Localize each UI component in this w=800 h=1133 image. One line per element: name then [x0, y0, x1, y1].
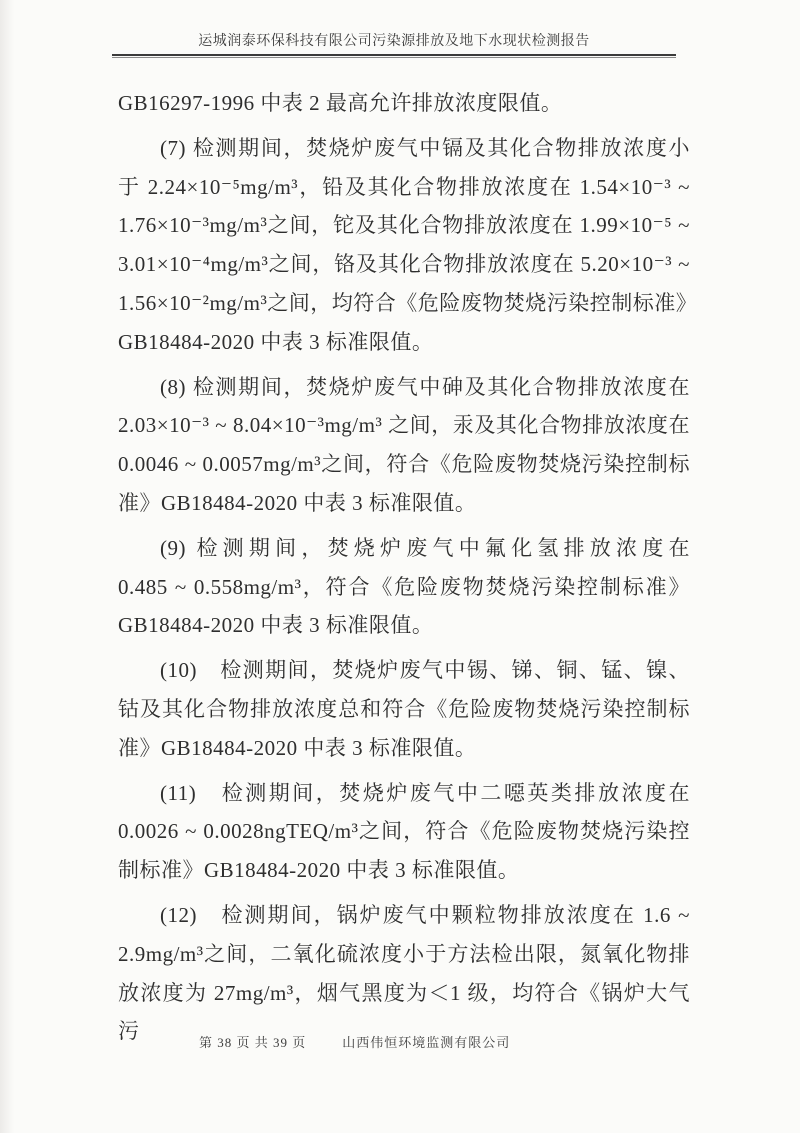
text-line: 制标准》GB18484-2020 中表 3 标准限值。	[118, 858, 520, 883]
text-line: 0.0046 ~ 0.0057mg/m³之间，符合《危险废物焚烧污染控制标	[118, 452, 690, 477]
report-title: 运城润泰环保科技有限公司污染源排放及地下水现状检测报告	[198, 34, 590, 49]
text-line: 于 2.24×10⁻⁵mg/m³，铅及其化合物排放浓度在 1.54×10⁻³ ~	[118, 174, 690, 199]
text-line: 准》GB18484-2020 中表 3 标准限值。	[118, 490, 477, 515]
text-line: GB16297-1996 中表 2 最高允许排放浓度限值。	[118, 91, 563, 115]
text-line: (9) 检测期间，焚烧炉废气中氟化氢排放浓度在	[160, 535, 690, 560]
header-rule	[112, 54, 676, 58]
text-line: 2.9mg/m³之间，二氧化硫浓度小于方法检出限，氮氧化物排	[118, 941, 690, 966]
text-line: 3.01×10⁻⁴mg/m³之间，铬及其化合物排放浓度在 5.20×10⁻³ ~	[118, 252, 690, 277]
text-line: (7) 检测期间，焚烧炉废气中镉及其化合物排放浓度小	[160, 135, 690, 160]
page-header	[112, 30, 676, 58]
text-line: GB18484-2020 中表 3 标准限值。	[118, 329, 434, 354]
text-line: 准》GB18484-2020 中表 3 标准限值。	[118, 735, 477, 760]
text-line: 放浓度为 27mg/m³，烟气黑度为＜1 级，均符合《锅炉大气污	[118, 980, 690, 1044]
text-line: 1.56×10⁻²mg/m³之间，均符合《危险废物焚烧污染控制标准》	[118, 290, 698, 315]
text-line: 2.03×10⁻³ ~ 8.04×10⁻³mg/m³ 之间，汞及其化合物排放浓度在	[118, 413, 690, 438]
text-line: (11) 检测期间，焚烧炉废气中二噁英类排放浓度在	[160, 780, 690, 805]
text-line: (8) 检测期间，焚烧炉废气中砷及其化合物排放浓度在	[160, 374, 690, 399]
footer-company: 山西伟恒环境监测有限公司	[342, 1035, 511, 1050]
text-line: 0.0026 ~ 0.0028ngTEQ/m³之间，符合《危险废物焚烧污染控	[118, 819, 690, 844]
text-line: GB18484-2020 中表 3 标准限值。	[118, 613, 434, 638]
text-line: (10) 检测期间，焚烧炉废气中锡、锑、铜、锰、镍、	[160, 658, 690, 683]
page-footer	[199, 1032, 510, 1051]
text-line: 0.485 ~ 0.558mg/m³，符合《危险废物焚烧污染控制标准》	[118, 574, 690, 599]
footer-page-number: 第 38 页 共 39 页	[199, 1035, 307, 1050]
text-line: (12) 检测期间，锅炉废气中颗粒物排放浓度在 1.6 ~	[160, 902, 690, 927]
text-line: 1.76×10⁻³mg/m³之间，铊及其化合物排放浓度在 1.99×10⁻⁵ ~	[118, 213, 690, 238]
text-line: 钴及其化合物排放浓度总和符合《危险废物焚烧污染控制标	[118, 696, 690, 721]
